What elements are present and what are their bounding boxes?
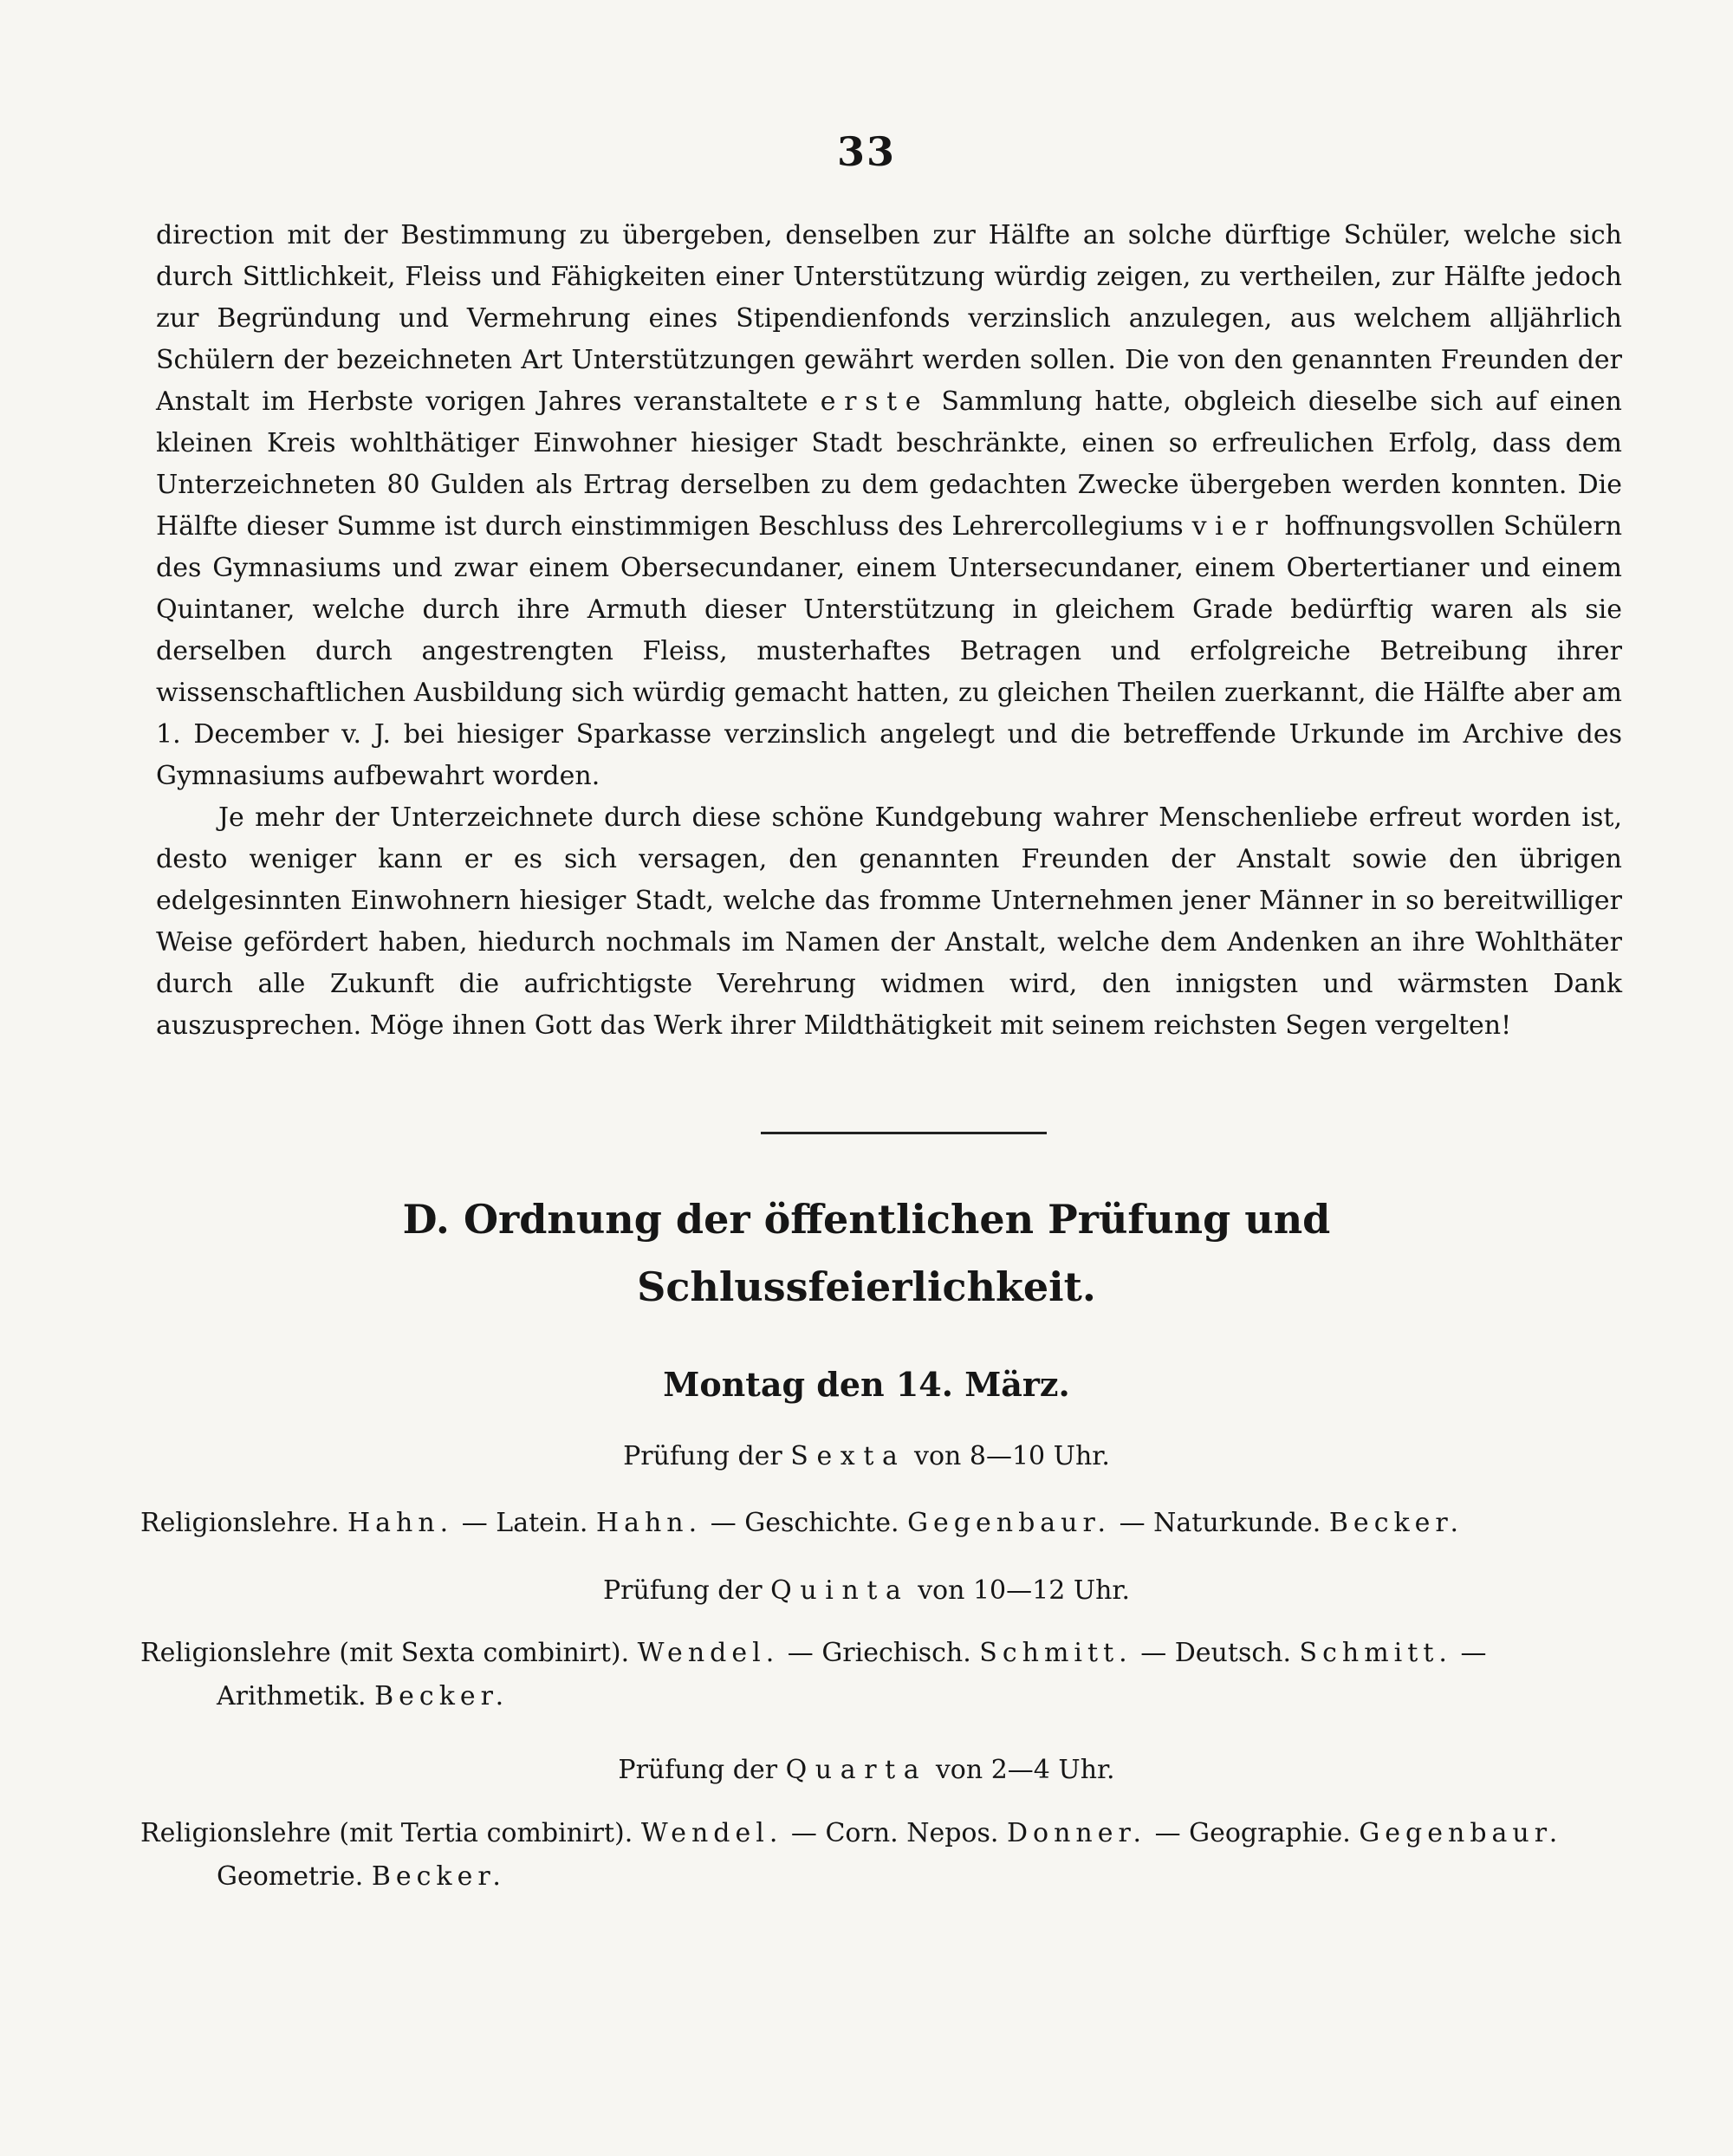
subject-line-quinta-cont — [217, 1681, 1698, 1711]
exam-heading-pre: Prüfung der — [618, 1755, 778, 1785]
teacher: Becker. — [1328, 1508, 1464, 1538]
subject: Religionslehre. — [140, 1508, 340, 1538]
paragraph-text: Sammlung hatte, obgleich dieselbe sich auf einen kleinen Kreis wohlthätiger Einwohner hiesiger Stadt beschränkte, einen so erfreulichen Erfolg, dass dem Unterzeichneten 80 Gulden als Ertrag derselben zu dem gedachten Zwecke übergeben werden konnten. Die Hälfte dieser Summe ist durch einstimmigen Beschluss des Lehrercollegiums — [156, 386, 1622, 542]
exam-class: Quinta — [770, 1575, 910, 1606]
subject: Arithmetik. — [217, 1681, 367, 1711]
section-heading-line2 — [0, 1263, 1733, 1310]
subject: — Latein. — [461, 1508, 588, 1538]
subject: Geometrie. — [217, 1861, 364, 1892]
teacher: Becker. — [371, 1861, 506, 1892]
subject: — Griechisch. — [787, 1638, 971, 1668]
teacher: Wendel. — [640, 1818, 783, 1848]
teacher: Hahn. — [595, 1508, 703, 1538]
exam-time: von 10—12 Uhr. — [918, 1575, 1131, 1606]
section-heading — [0, 1196, 1733, 1243]
section-divider — [761, 1132, 1047, 1134]
section-title-line1: Ordnung der öffentlichen Prüfung und — [463, 1196, 1331, 1243]
subject-line-quarta — [140, 1818, 1622, 1848]
teacher: Hahn. — [347, 1508, 454, 1538]
teacher: Schmitt. — [1299, 1638, 1452, 1668]
teacher: Schmitt. — [979, 1638, 1133, 1668]
subject-line-quinta — [140, 1638, 1622, 1668]
paragraph-text: direction mit der Bestimmung zu übergeben, denselben zur Hälfte an solche dürftige Schüler, welche sich durch Sittlichkeit, Fleiss und Fähigkeiten einer Unterstützung würdig zeigen, zu vertheilen, zur Hälfte jedoch zur Begründung und Vermehrung eines Stipendienfonds verzinslich anzulegen, aus welchem alljährlich Schülern der bezeichneten Art Unterstützungen gewährt werden sollen. Die von den genannten Freunden der Anstalt im Herbste vorigen Jahres veranstaltete — [156, 220, 1622, 417]
section-title-line2: Schlussfeierlichkeit. — [637, 1263, 1096, 1310]
teacher: Becker. — [374, 1681, 510, 1711]
teacher: Wendel. — [637, 1638, 780, 1668]
emphasis-text: erste — [820, 386, 930, 417]
exam-time: von 2—4 Uhr. — [935, 1755, 1115, 1785]
subject: — Naturkunde. — [1119, 1508, 1321, 1538]
subject: Religionslehre (mit Tertia combinirt). — [140, 1818, 633, 1848]
exam-time: von 8—10 Uhr. — [914, 1441, 1110, 1471]
teacher: Gegenbaur. — [907, 1508, 1112, 1538]
exam-heading-pre: Prüfung der — [602, 1575, 763, 1606]
section-letter: D. — [402, 1196, 450, 1243]
subject: — Deutsch. — [1140, 1638, 1291, 1668]
subject-line-quarta-cont — [217, 1861, 1698, 1892]
paragraph-text: hoffnungsvollen Schülern des Gymnasiums und zwar einem Obersecundaner, einem Untersecundaner, einem Obertertianer und einem Quintaner, welche durch ihre Armuth dieser Unterstützung in gleichem Grade bedürftig waren als sie derselben durch angestrengten Fleiss, musterhaftes Betragen und erfolgreiche Betreibung ihrer wissenschaftlichen Ausbildung sich würdig gemacht hatten, zu gleichen Theilen zuerkannt, die Hälfte aber am 1. December v. J. bei hiesiger Sparkasse verzinslich angelegt und die betreffende Urkunde im Archive des Gymnasiums aufbewahrt worden. — [156, 511, 1623, 791]
exam-class: Quarta — [785, 1755, 928, 1785]
paragraph-stipend — [156, 215, 1622, 797]
subject: — Corn. Nepos. — [790, 1818, 999, 1848]
subject: — Geschichte. — [710, 1508, 899, 1538]
exam-heading-pre: Prüfung der — [623, 1441, 782, 1471]
exam-heading-sexta — [0, 1441, 1733, 1471]
teacher: Donner. — [1006, 1818, 1147, 1848]
body-text — [156, 215, 1622, 1047]
exam-heading-quinta — [0, 1575, 1733, 1606]
paragraph-thanks: Je mehr der Unterzeichnete durch diese schöne Kundgebung wahrer Menschenliebe erfreut worden ist, desto weniger kann er es sich versagen, den genannten Freunden der Anstalt sowie den übrigen edelgesinnten Einwohnern hiesiger Stadt, welche das fromme Unternehmen jener Männer in so bereitwilliger Weise gefördert haben, hiedurch nochmals im Namen der Anstalt, welche dem Andenken an ihre Wohlthäter durch alle Zukunft die aufrichtigste Verehrung widmen wird, den innigsten und wärmsten Dank auszusprechen. Möge ihnen Gott das Werk ihrer Mildthätigkeit mit seinem reichsten Segen vergelten! — [156, 802, 1622, 1041]
emphasis-text: vier — [1191, 511, 1276, 542]
subject: Religionslehre (mit Sexta combinirt). — [140, 1638, 630, 1668]
date-heading: Montag den 14. März. — [663, 1365, 1070, 1404]
exam-heading-quarta — [0, 1755, 1733, 1785]
dash: — — [1460, 1638, 1487, 1668]
subject: — Geographie. — [1154, 1818, 1351, 1848]
teacher: Gegenbaur. — [1359, 1818, 1563, 1848]
exam-class: Sexta — [790, 1441, 906, 1471]
page-number: 33 — [836, 128, 896, 175]
subject-line-sexta — [140, 1508, 1622, 1538]
